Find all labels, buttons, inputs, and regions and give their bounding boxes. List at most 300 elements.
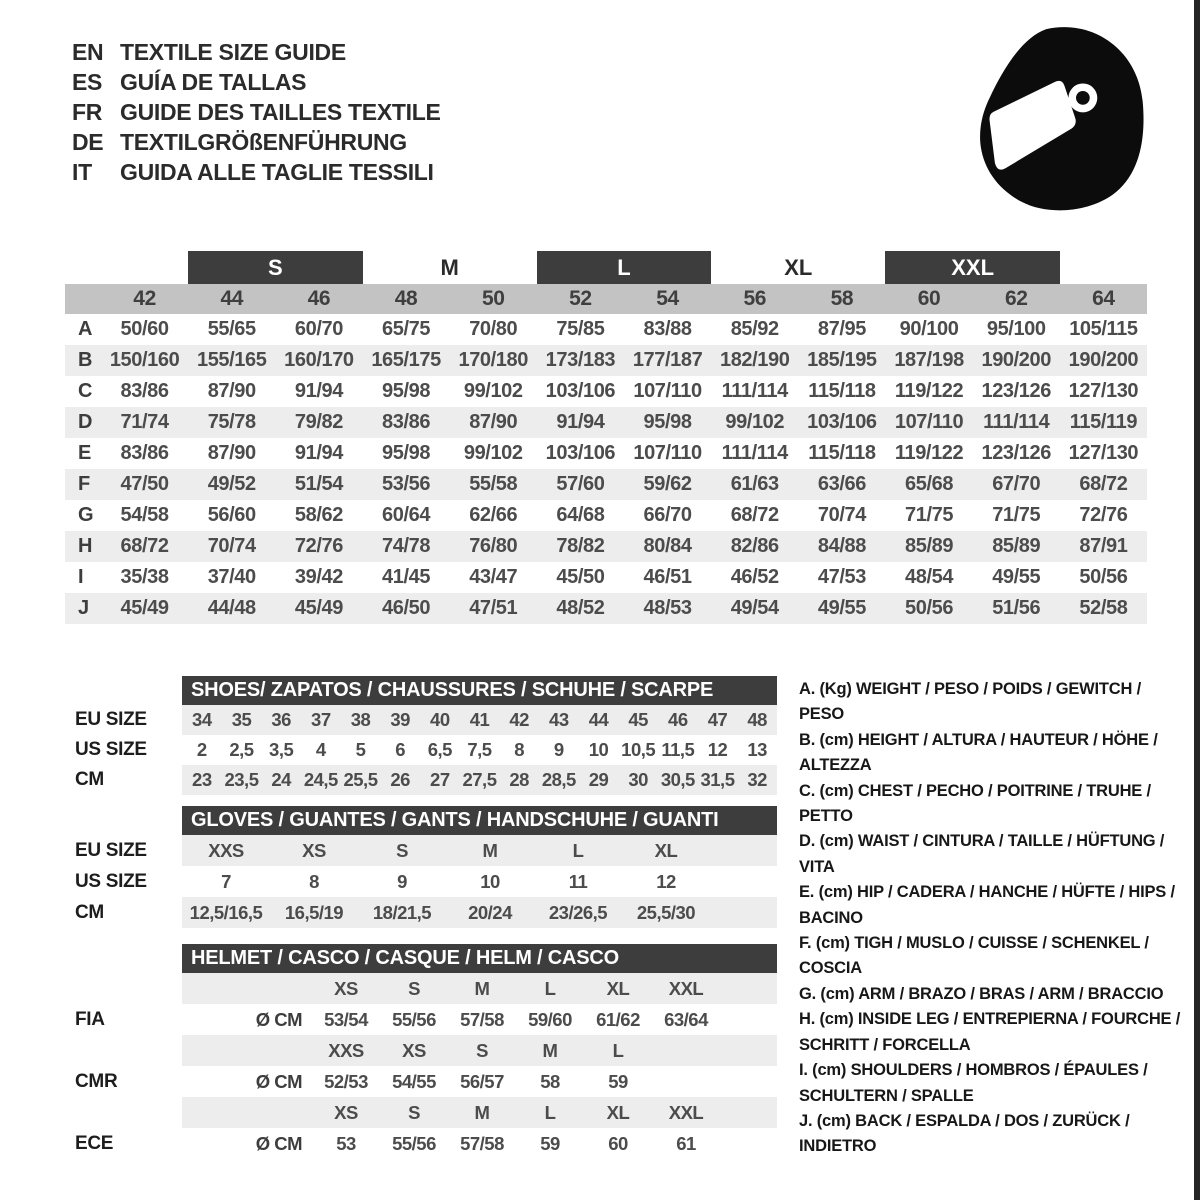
measure-cell: 190/200 <box>1068 349 1139 371</box>
measure-cell: 65/75 <box>382 318 431 340</box>
measure-cell: 105/115 <box>1069 318 1138 340</box>
value-cell: 13 <box>747 739 767 760</box>
measure-cell: 48/52 <box>556 597 605 619</box>
language-code: DE <box>72 128 104 155</box>
guide-title: TEXTILGRÖßENFÜHRUNG <box>120 128 407 155</box>
helmet-value-cell: 53/54 <box>324 1008 368 1030</box>
measure-cell: 123/126 <box>981 442 1051 464</box>
helmet-size-header: L <box>612 1039 624 1061</box>
value-cell: 9 <box>553 739 564 760</box>
measure-cell: 49/55 <box>992 566 1041 588</box>
value-cell: 24 <box>271 769 291 790</box>
size-band-m: M <box>440 254 459 280</box>
measure-cell: 91/94 <box>294 442 343 464</box>
row-letter: C <box>78 380 93 402</box>
measure-cell: 82/86 <box>730 535 779 557</box>
row-label-spacer <box>75 1035 182 1066</box>
row-letter: B <box>78 349 93 371</box>
measure-cell: 45/49 <box>294 597 343 619</box>
measure-cell: 51/56 <box>992 597 1041 619</box>
diameter-unit-label: Ø CM <box>255 1070 302 1092</box>
helmet-value-row <box>182 1004 777 1035</box>
size-column-header: 62 <box>1004 287 1028 310</box>
helmet-size-header: S <box>408 977 420 999</box>
legend-entry: J. (cm) BACK / ESPALDA / DOS / ZURÜCK / INDIETRO <box>799 1111 1130 1156</box>
guide-title: GUÍA DE TALLAS <box>120 68 307 95</box>
helmet-size-header: S <box>408 1101 420 1123</box>
measurement-legend <box>799 677 1181 1160</box>
row-label: EU SIZE <box>75 839 147 861</box>
measure-cell: 57/60 <box>556 473 605 495</box>
helmet-value-cell: 57/58 <box>460 1132 504 1154</box>
measure-cell: 47/51 <box>469 597 518 619</box>
size-band-l: L <box>537 251 711 284</box>
measure-cell: 70/74 <box>207 535 256 557</box>
measure-cell: 119/122 <box>894 380 964 402</box>
helmet-size-header: S <box>476 1039 488 1061</box>
value-cell: 5 <box>355 739 366 760</box>
measure-cell: 67/70 <box>992 473 1041 495</box>
measure-cell: 160/170 <box>284 349 354 371</box>
shoes-section <box>75 676 777 795</box>
measure-cell: 50/56 <box>905 597 954 619</box>
helmet-size-header: XXL <box>668 1101 704 1123</box>
measure-cell: 155/165 <box>196 349 267 371</box>
unit-spacer <box>182 1097 312 1128</box>
value-cell: 31,5 <box>700 769 735 790</box>
value-cell: 42 <box>509 709 529 730</box>
measure-cell: 50/60 <box>120 318 169 340</box>
section-row <box>75 705 777 735</box>
size-column-header: 42 <box>133 287 156 310</box>
helmet-size-header: XS <box>334 1101 358 1123</box>
measure-cell: 95/98 <box>382 442 431 464</box>
diameter-unit-label: Ø CM <box>255 1132 302 1154</box>
helmet-size-header: M <box>474 1101 490 1123</box>
language-code: EN <box>72 38 104 65</box>
helmet-value-cell: 57/58 <box>460 1008 504 1030</box>
value-cell: 12,5/16,5 <box>189 901 263 923</box>
helmet-icon-svg <box>972 24 1148 214</box>
measure-cell: 173/183 <box>545 349 616 371</box>
language-code: ES <box>72 68 103 95</box>
value-cell: 23 <box>192 769 212 790</box>
value-cell: 8 <box>514 739 525 760</box>
section-row <box>75 944 777 973</box>
value-cell: 41 <box>469 709 490 730</box>
page-right-border <box>1194 0 1200 1200</box>
measure-cell: 50/56 <box>1079 566 1128 588</box>
section-row <box>75 866 777 897</box>
standard-label: CMR <box>75 1070 118 1092</box>
value-cell: 28 <box>509 769 529 790</box>
language-row <box>72 97 441 127</box>
helmet-value-cell: 59/60 <box>528 1008 572 1030</box>
measure-cell: 190/200 <box>981 349 1051 371</box>
value-cell: 48 <box>747 709 767 730</box>
language-row <box>72 157 441 187</box>
measure-cell: 68/72 <box>120 535 169 557</box>
measure-cell: 177/187 <box>632 349 703 371</box>
legend-entry: G. (cm) ARM / BRAZO / BRAS / ARM / BRACCIO <box>799 984 1164 1003</box>
measure-cell: 85/89 <box>992 535 1041 557</box>
measure-cell: 46/51 <box>643 566 692 588</box>
measure-row-c <box>65 376 1147 407</box>
value-cell: 9 <box>397 870 407 892</box>
measure-cell: 85/92 <box>730 318 779 340</box>
measure-cell: 107/110 <box>633 380 702 402</box>
value-cell: 29 <box>588 769 609 790</box>
value-cell: 43 <box>549 709 569 730</box>
measure-cell: 44/48 <box>207 597 256 619</box>
measure-cell: 103/106 <box>807 411 877 433</box>
measure-cell: 68/72 <box>730 504 779 526</box>
value-cell: 7,5 <box>467 739 492 760</box>
size-band-s: S <box>188 251 362 284</box>
measure-cell: 165/175 <box>371 349 441 371</box>
value-cell: 23,5 <box>224 769 259 790</box>
measure-cell: 41/45 <box>382 566 431 588</box>
value-cell: 34 <box>192 709 212 730</box>
helmet-value-cell: 58 <box>540 1070 560 1092</box>
measure-cell: 107/110 <box>633 442 702 464</box>
measure-cell: 91/94 <box>556 411 605 433</box>
value-cell: 30 <box>628 769 648 790</box>
row-values <box>182 835 777 866</box>
value-cell: 6 <box>395 739 406 760</box>
section-row <box>75 1128 777 1159</box>
measure-cell: 66/70 <box>643 504 692 526</box>
measure-cell: 83/86 <box>120 380 169 402</box>
measure-cell: 85/89 <box>905 535 954 557</box>
measure-cell: 55/58 <box>469 473 518 495</box>
section-row <box>75 735 777 765</box>
measure-cell: 99/102 <box>725 411 785 433</box>
measure-cell: 49/54 <box>730 597 779 619</box>
value-cell: 4 <box>315 739 326 760</box>
measure-row-d <box>65 407 1147 438</box>
measure-row-a <box>65 314 1147 345</box>
measure-cell: 61/63 <box>730 473 779 495</box>
helmet-value-cell: 52/53 <box>324 1070 368 1092</box>
value-cell: 30,5 <box>660 769 695 790</box>
measure-cell: 111/114 <box>721 380 788 402</box>
measure-cell: 127/130 <box>1068 442 1139 464</box>
unit-spacer <box>182 1035 312 1066</box>
value-cell: 45 <box>628 709 648 730</box>
helmet-value-cell: 60 <box>608 1132 628 1154</box>
section-row <box>75 1066 777 1097</box>
helmet-value-row <box>182 1128 777 1159</box>
value-cell: 20/24 <box>468 901 512 923</box>
measure-cell: 53/56 <box>382 473 431 495</box>
value-cell: 2,5 <box>229 739 254 760</box>
helmet-size-header: XL <box>606 977 630 999</box>
section-label-spacer <box>75 676 182 705</box>
section-title-bar <box>182 944 777 973</box>
legend-entry: B. (cm) HEIGHT / ALTURA / HAUTEUR / HÖHE / ALTEZZA <box>799 730 1158 775</box>
measure-cell: 60/64 <box>382 504 431 526</box>
legend-entry: H. (cm) INSIDE LEG / ENTREPIERNA / FOURCHE / SCHRITT / FORCELLA <box>799 1010 1181 1054</box>
measure-cell: 107/110 <box>894 411 964 433</box>
section-title: GLOVES / GUANTES / GANTS / HANDSCHUHE / GUANTI <box>191 809 719 831</box>
value-cell: XXS <box>208 839 244 861</box>
guide-title: GUIDE DES TAILLES TEXTILE <box>120 98 441 125</box>
measure-cell: 46/50 <box>382 597 431 619</box>
helmet-size-header: L <box>544 977 556 999</box>
value-cell: 18/21,5 <box>372 901 432 923</box>
section-row <box>75 973 777 1004</box>
measure-row-b <box>65 345 1147 376</box>
section-row <box>75 765 777 795</box>
value-cell: 6,5 <box>427 739 452 760</box>
helmet-value-cell: 53 <box>336 1132 356 1154</box>
guide-title: GUIDA ALLE TAGLIE TESSILI <box>120 158 434 185</box>
measure-row-e <box>65 438 1147 469</box>
measure-cell: 87/90 <box>469 411 518 433</box>
legend-entry: D. (cm) WAIST / CINTURA / TAILLE / HÜFTUNG / VITA <box>799 832 1165 876</box>
measure-cell: 70/74 <box>817 504 866 526</box>
helmet-size-header-row <box>182 1097 777 1128</box>
measure-cell: 65/68 <box>905 473 954 495</box>
section-row <box>75 1097 777 1128</box>
measure-cell: 119/122 <box>894 442 964 464</box>
value-cell: 46 <box>668 709 688 730</box>
measure-cell: 58/62 <box>294 504 343 526</box>
language-code: FR <box>72 98 103 125</box>
size-column-header: 58 <box>830 287 854 310</box>
measure-cell: 103/106 <box>545 380 616 402</box>
legend-entry: F. (cm) TIGH / MUSLO / CUISSE / SCHENKEL / COSCIA <box>799 934 1149 978</box>
helmet-size-header-row <box>182 1035 777 1066</box>
value-cell: 16,5/19 <box>284 901 344 923</box>
measure-cell: 49/55 <box>817 597 866 619</box>
size-column-header: 54 <box>656 287 679 310</box>
measure-cell: 91/94 <box>294 380 343 402</box>
section-label-spacer <box>75 944 182 973</box>
value-cell: 3,5 <box>269 739 294 760</box>
measure-cell: 45/49 <box>120 597 169 619</box>
legend-entry: I. (cm) SHOULDERS / HOMBROS / ÉPAULES / SCHULTERN / SPALLE <box>799 1061 1148 1105</box>
measure-cell: 83/88 <box>643 318 692 340</box>
value-cell: 47 <box>707 709 728 730</box>
helmet-value-cell: 55/56 <box>392 1008 436 1030</box>
measure-row-g <box>65 500 1147 531</box>
helmet-value-cell: 55/56 <box>392 1132 436 1154</box>
legend-entry: A. (Kg) WEIGHT / PESO / POIDS / GEWITCH / PESO <box>799 680 1141 724</box>
measure-cell: 70/80 <box>469 318 518 340</box>
size-column-header: 52 <box>569 287 592 310</box>
language-row <box>72 37 441 67</box>
measure-cell: 87/95 <box>817 318 866 340</box>
row-values <box>182 735 777 765</box>
measure-cell: 39/42 <box>294 566 343 588</box>
helmet-value-cell: 61/62 <box>596 1008 640 1030</box>
measure-cell: 64/68 <box>556 504 605 526</box>
helmet-value-cell: 61 <box>676 1132 696 1154</box>
row-label: CM <box>75 901 104 923</box>
measure-cell: 170/180 <box>458 349 528 371</box>
main-size-table <box>65 251 1147 624</box>
value-cell: 10 <box>480 870 500 892</box>
helmet-value-cell: 54/55 <box>392 1070 436 1092</box>
language-row <box>72 67 441 97</box>
value-cell: 10 <box>588 739 609 760</box>
measure-cell: 54/58 <box>120 504 169 526</box>
value-cell: 39 <box>390 709 410 730</box>
measure-cell: 111/114 <box>983 411 1050 433</box>
measure-cell: 123/126 <box>981 380 1051 402</box>
value-cell: 10,5 <box>621 739 656 760</box>
measure-cell: 99/102 <box>463 380 523 402</box>
measure-cell: 75/85 <box>556 318 605 340</box>
size-band-xxl: XXL <box>885 251 1059 284</box>
measure-cell: 37/40 <box>207 566 256 588</box>
row-letter: F <box>78 473 90 495</box>
section-row <box>75 806 777 835</box>
row-letter: G <box>78 504 94 526</box>
section-title-bar <box>182 806 777 835</box>
measure-cell: 95/98 <box>643 411 692 433</box>
row-values <box>182 765 777 795</box>
value-cell: 8 <box>309 870 319 892</box>
section-row <box>75 1035 777 1066</box>
value-cell: 24,5 <box>303 769 338 790</box>
measure-cell: 87/91 <box>1079 535 1128 557</box>
measure-cell: 68/72 <box>1079 473 1128 495</box>
measure-cell: 83/86 <box>120 442 169 464</box>
helmet-size-header: XXL <box>668 977 704 999</box>
measure-cell: 95/100 <box>986 318 1046 340</box>
value-cell: 7 <box>221 870 231 892</box>
standard-label: FIA <box>75 1008 105 1030</box>
helmet-value-cell: 59 <box>608 1070 628 1092</box>
value-cell: 32 <box>747 769 767 790</box>
measure-row-f <box>65 469 1147 500</box>
measure-cell: 95/98 <box>382 380 431 402</box>
measure-cell: 48/54 <box>905 566 954 588</box>
language-list <box>72 37 441 187</box>
measure-row-j <box>65 593 1147 624</box>
measure-cell: 74/78 <box>382 535 431 557</box>
measure-cell: 115/118 <box>808 442 876 464</box>
legend-entry: E. (cm) HIP / CADERA / HANCHE / HÜFTE / HIPS / BACINO <box>799 883 1175 927</box>
value-cell: 25,5 <box>343 769 378 790</box>
measure-cell: 49/52 <box>207 473 256 495</box>
measure-cell: 71/75 <box>905 504 954 526</box>
gloves-section <box>75 806 777 928</box>
section-row <box>75 676 777 705</box>
size-column-header: 64 <box>1092 287 1115 310</box>
guide-title: TEXTILE SIZE GUIDE <box>120 38 346 65</box>
value-cell: XL <box>654 839 678 861</box>
measure-cell: 43/47 <box>469 566 518 588</box>
value-cell: XS <box>302 839 326 861</box>
row-values <box>182 897 777 928</box>
value-cell: 12 <box>656 870 676 892</box>
measure-cell: 47/53 <box>817 566 866 588</box>
measure-cell: 84/88 <box>817 535 866 557</box>
measure-cell: 185/195 <box>807 349 877 371</box>
row-letter: I <box>78 566 84 588</box>
value-cell: 12 <box>707 739 728 760</box>
measure-cell: 60/70 <box>294 318 343 340</box>
value-cell: 26 <box>390 769 410 790</box>
value-cell: 23/26,5 <box>548 901 608 923</box>
measure-cell: 71/75 <box>992 504 1041 526</box>
section-title: HELMET / CASCO / CASQUE / HELM / CASCO <box>191 947 619 969</box>
language-row <box>72 127 441 157</box>
measure-cell: 63/66 <box>817 473 866 495</box>
section-row <box>75 1004 777 1035</box>
racing-helmet-icon <box>972 24 1148 214</box>
size-number-row <box>65 284 1147 314</box>
measure-cell: 103/106 <box>545 442 616 464</box>
measure-cell: 71/74 <box>120 411 169 433</box>
row-letter: J <box>78 597 89 619</box>
value-cell: 38 <box>350 709 371 730</box>
measure-cell: 87/90 <box>207 442 256 464</box>
section-row <box>75 897 777 928</box>
row-letter: E <box>78 442 91 464</box>
measure-cell: 72/76 <box>294 535 343 557</box>
measure-cell: 99/102 <box>463 442 523 464</box>
size-column-header: 44 <box>220 287 244 310</box>
row-letter: A <box>78 318 93 340</box>
measure-cell: 76/80 <box>469 535 518 557</box>
value-cell: 11,5 <box>661 739 695 760</box>
language-code: IT <box>72 158 92 185</box>
row-label-spacer <box>75 1097 182 1128</box>
row-letter-spacer <box>65 284 101 314</box>
helmet-value-row <box>182 1066 777 1097</box>
section-row <box>75 835 777 866</box>
measure-cell: 52/58 <box>1079 597 1128 619</box>
measure-cell: 46/52 <box>730 566 779 588</box>
value-cell: 28,5 <box>541 769 576 790</box>
measure-cell: 87/90 <box>207 380 256 402</box>
helmet-size-header: M <box>474 977 490 999</box>
helmet-section <box>75 944 777 1159</box>
measure-cell: 79/82 <box>294 411 343 433</box>
row-label: CM <box>75 769 104 790</box>
measure-row-i <box>65 562 1147 593</box>
measure-cell: 115/118 <box>808 380 876 402</box>
measure-cell: 115/119 <box>1069 411 1138 433</box>
size-band-xl: XL <box>784 254 813 280</box>
helmet-size-header-row <box>182 973 777 1004</box>
measure-cell: 78/82 <box>556 535 605 557</box>
value-cell: 37 <box>311 709 331 730</box>
measure-cell: 72/76 <box>1079 504 1128 526</box>
unit-spacer <box>182 973 312 1004</box>
measure-cell: 51/54 <box>294 473 343 495</box>
measure-cell: 45/50 <box>556 566 605 588</box>
value-cell: 40 <box>430 709 450 730</box>
size-column-header: 48 <box>394 287 418 310</box>
measure-cell: 83/86 <box>382 411 431 433</box>
row-label-spacer <box>75 973 182 1004</box>
helmet-size-header: XXS <box>328 1039 364 1061</box>
row-letter: D <box>78 411 93 433</box>
measure-cell: 150/160 <box>109 349 180 371</box>
row-letter: H <box>78 535 93 557</box>
helmet-value-cell: 59 <box>540 1132 560 1154</box>
row-values <box>182 705 777 735</box>
value-cell: 11 <box>568 870 588 892</box>
helmet-size-header: M <box>542 1039 558 1061</box>
value-cell: 27 <box>430 769 450 790</box>
